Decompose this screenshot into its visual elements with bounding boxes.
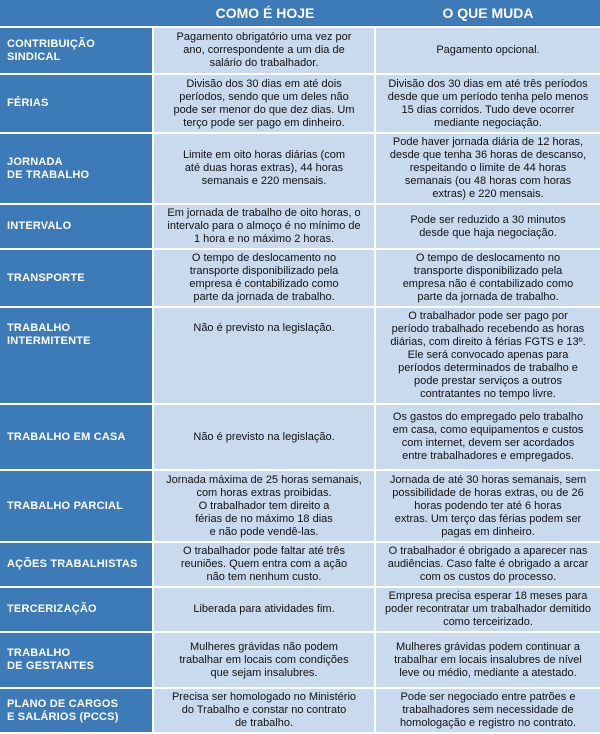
change-cell [376,75,600,134]
row-label-text: JORNADA DE TRABALHO [7,155,90,181]
current-cell [154,205,376,250]
table-header [0,0,600,28]
change-text: O trabalhador pode ser pago por período trabalhado recebendo as horas diárias, com direito à férias FGTS e 13º. Ele será convocado apenas para períodos determinados de trabalho e pode prestar serviços a outros contratantes no tempo livre. [390,310,586,400]
current-text: Mulheres grávidas não podem trabalhar em locais com condições que sejam insalubres. [179,640,349,679]
current-cell [154,134,376,205]
row-label [0,28,154,75]
table-row [0,405,600,471]
current-cell [154,471,376,543]
row-label-text: CONTRIBUIÇÃO SINDICAL [7,37,95,63]
change-text: Jornada de até 30 horas semanais, sem possibilidade de horas extras, ou de 26 horas podendo ter até 6 horas extras. Um terço das férias podem ser pagas em dinheiro. [389,473,587,538]
row-label-text: FÉRIAS [7,97,49,109]
row-label [0,308,154,405]
change-cell [376,308,600,405]
current-cell [154,308,376,405]
current-cell [154,633,376,689]
row-label-text: PLANO DE CARGOS E SALÁRIOS (PCCS) [7,697,119,723]
table-row [0,134,600,205]
row-label-text: TERCERIZAÇÃO [7,603,97,615]
change-cell [376,405,600,471]
header-row [0,0,600,28]
header-change: O QUE MUDA [376,0,600,28]
change-cell [376,205,600,250]
current-text: O trabalhador pode faltar até três reuniões. Quem entra com a ação não tem nenhum custo. [180,545,348,583]
table-row [0,28,600,75]
current-cell [154,689,376,734]
change-text: O tempo de deslocamento no transporte disponibilizado pela empresa não é contabilizado como parte da jornada de trabalho. [402,252,574,303]
current-text: Em jornada de trabalho de oito horas, o intervalo para o almoço é no mínimo de 1 hora e no máximo 2 horas. [167,207,361,245]
current-text: O tempo de deslocamento no transporte disponibilizado pela empresa é contabilizado como parte da jornada de trabalho. [189,252,339,303]
current-text: Liberada para atividades fim. [193,603,335,615]
change-text: Pagamento opcional. [436,44,540,56]
row-label-text: AÇÕES TRABALHISTAS [7,558,138,570]
change-text: Divisão dos 30 dias em até três períodos desde que um período tenha pelo menos 15 dias corridos. Tudo deve ocorrer mediante negociação. [387,77,589,129]
table-row [0,75,600,134]
current-text: Precisa ser homologado no Ministério do Trabalho e constar no contrato de trabalho. [171,691,357,729]
current-cell [154,250,376,308]
current-cell [154,588,376,633]
row-label [0,205,154,250]
current-text: Divisão dos 30 dias em até dois períodos, sendo que um deles não pode ser menor do que dez dias. Um terço pode ser pago em dinheiro. [173,77,355,129]
change-cell [376,588,600,633]
row-label [0,134,154,205]
table-row [0,543,600,588]
current-cell [154,543,376,588]
change-text: Pode ser negociado entre patrões e trabalhadores sem necessidade de homologação e registro no contrato. [399,691,577,729]
change-cell [376,471,600,543]
table-row [0,205,600,250]
row-label [0,250,154,308]
row-label [0,75,154,134]
change-text: Empresa precisa esperar 18 meses para poder recontratar um trabalhador demitido como terceirizado. [384,590,592,628]
row-label-text: INTERVALO [7,220,72,232]
change-cell [376,250,600,308]
table-row [0,308,600,405]
table-row [0,633,600,689]
row-label [0,471,154,543]
table-row [0,250,600,308]
row-label [0,543,154,588]
row-label [0,633,154,689]
row-label-text: TRABALHO PARCIAL [7,499,124,512]
row-label [0,405,154,471]
change-cell [376,543,600,588]
change-cell [376,28,600,75]
current-text: Limite em oito horas diárias (com até duas horas extras), 44 horas semanais e 220 mensais. [182,149,345,187]
table-row [0,689,600,734]
current-cell [154,28,376,75]
change-text: Mulheres grávidas podem continuar a trabalhar em locais insalubres de nível leve ou médio, mediante a atestado. [394,640,582,679]
current-text: Jornada máxima de 25 horas semanais, com horas extras proibidas. O trabalhador tem direito a férias de no máximo 18 dias e não pode vendê-las. [166,473,362,538]
change-text: Pode ser reduzido a 30 minutos desde que haja negociação. [410,213,566,239]
current-text: Não é previsto na legislação. [193,322,335,334]
change-cell [376,633,600,689]
current-cell [154,75,376,134]
change-text: O trabalhador é obrigado a aparecer nas audiências. Caso falte é obrigado a arcar com os custos do processo. [387,545,589,583]
current-cell [154,405,376,471]
current-text: Pagamento obrigatório uma vez por ano, correspondente a um dia de salário do trabalhador. [176,31,352,69]
change-text: Os gastos do empregado pelo trabalho em casa, como equipamentos e custos com internet, devem ser acordados entre trabalhadores e empregados. [392,411,584,462]
change-cell [376,134,600,205]
header-blank [0,0,154,28]
header-current: COMO É HOJE [154,0,376,28]
row-label [0,689,154,734]
row-label-text: TRABALHO EM CASA [7,430,126,443]
table-body [0,28,600,734]
row-label-text: TRABALHO DE GESTANTES [7,647,95,672]
row-label [0,588,154,633]
row-label-text: TRABALHO INTERMITENTE [7,322,91,347]
change-cell [376,689,600,734]
change-text: Pode haver jornada diária de 12 horas, desde que tenha 36 horas de descanso, respeitando o limite de 44 horas semanais (ou 48 horas com horas extras) e 220 mensais. [389,136,587,200]
table-row [0,471,600,543]
row-label-text: TRANSPORTE [7,271,85,284]
table-row [0,588,600,633]
current-text: Não é previsto na legislação. [193,430,335,443]
